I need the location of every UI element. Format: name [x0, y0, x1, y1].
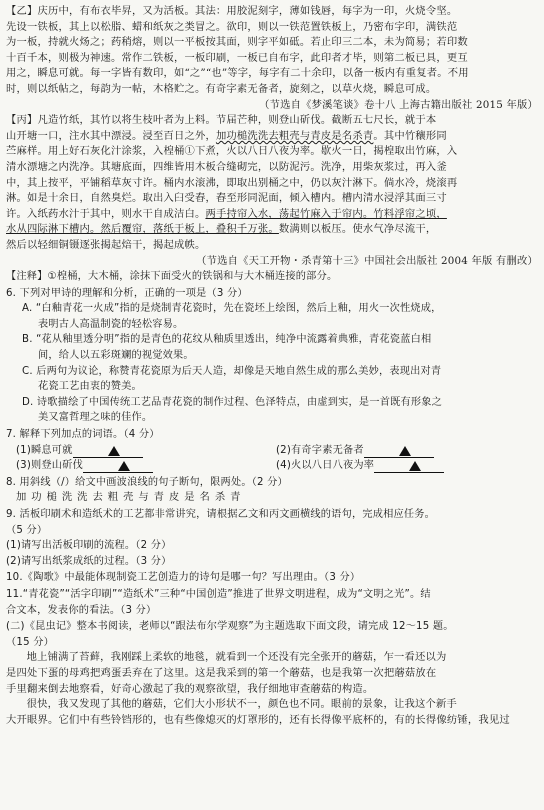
q6-option-a-cont: 表明古人高温制瓷的轻松容易。 [38, 318, 184, 330]
answer-blank[interactable] [364, 445, 434, 458]
q7-item-4: (4)火以八日八夜为率 [276, 460, 375, 472]
q6-option-b: B. “花从釉里透分明”指的是青色的花纹从釉质里透出，纯净中流露着典雅，青花瓷蓝白相 [22, 334, 432, 346]
question-8-stem: 8. 用斜线（/）给文中画波浪线的句子断句，限两处。（2 分） [6, 476, 288, 488]
q6-option-b-cont: 间，给人以五彩斑斓的视觉效果。 [38, 350, 194, 362]
triangle-marker-icon [409, 461, 421, 471]
passage-bing-line: 许。入纸药水汁于其中，则水干自成洁白。两手持帘入水，荡起竹麻入于帘内。竹料浮帘之顷， [6, 207, 447, 220]
passage-bing-line: 然后以轻细铜镊逐张揭起焙干，揭起成帙。 [6, 238, 206, 251]
passage-yi-source: （节选自《梦溪笔谈》卷十八 上海古籍出版社 2015 年版） [259, 98, 538, 111]
passage-bing-line: 淋。如是十余日，自然臭烂。取出入臼受舂，舂至形同泥面，倾入槽内。槽内清水浸浮其面三寸 [6, 192, 447, 205]
q9-sub-2: (2)请写出纸浆成纸的过程。（3 分） [6, 555, 172, 567]
q9-sub-1: (1)请写出活板印刷的流程。（2 分） [6, 540, 172, 552]
question-6-stem: 6. 下列对甲诗的理解和分析，正确的一项是（3 分） [6, 287, 248, 299]
answer-blank[interactable] [374, 460, 444, 473]
wavy-underlined-sentence: 加功槌洗洗去粗壳与青皮是名杀青 [215, 129, 374, 142]
passage-bing-line: 清水漂塘之内洗净。其塘底面，四维皆用木板合缝砌完，以防泥污。洗净，用柴灰浆过，再入釜 [6, 160, 447, 173]
passage-yi-line: 【乙】庆历中，有布衣毕昇，又为活板。其法：用胶泥刻字，薄如钱唇，每字为一印，火烧令坚。 [6, 5, 458, 17]
question-9-stem-cont: （5 分） [6, 524, 48, 536]
answer-blank[interactable] [83, 460, 153, 473]
q7-row-2 [6, 458, 538, 474]
passage-yi-line: 用之，瞬息可就。每一字皆有数印，如“之”“也”等字，每字有二十余印，以备一板内有重复者。不用 [6, 67, 469, 80]
question-10: 10.《陶歌》中最能体现制瓷工艺创造力的诗句是哪一句？写出理由。（3 分） [6, 572, 361, 584]
q8-sentence: 加功槌洗洗去粗壳与青皮是名杀青 [16, 491, 246, 504]
question-11-cont: 合文本，发表你的看法。（3 分） [6, 604, 157, 616]
passage-yi-line: 时，则以纸帖之，每韵为一帖，木格贮之。有奇字素无备者，旋刻之，以草火烧，瞬息可成。 [6, 82, 437, 95]
q6-option-a: A. “白釉青花一火成”指的是烧制青花瓷时，先在瓷坯上绘图，然后上釉，用火一次性烧成， [22, 303, 442, 315]
passage-bing-line: 苎麻样。用上好石灰化汁涂浆，入楻桶①下煮，火以八日八夜为率。歇火一日，揭楻取出竹麻，入 [6, 145, 458, 158]
reading-paragraph: 很快，我又发现了其他的蘑菇，它们大小形状不一，颜色也不同。眼前的景象，让我这个新手 [26, 698, 457, 711]
reading-paragraph: 地上铺满了苔藓，我刚踩上柔软的地毯，就看到一个还没有完全张开的蘑菇，乍一看还以为 [26, 651, 447, 664]
question-9-stem: 9. 活板印刷术和造纸术的工艺都非常讲究，请根据乙文和丙文画横线的语句，完成相应任务。 [6, 509, 436, 520]
section-2-heading: (二)《昆虫记》整本书阅读，老师以“跟法布尔学观察”为主题选取下面文段，请完成 12～15 题。 [6, 621, 454, 633]
q7-row-1 [6, 443, 538, 459]
underlined-sentence: 两手持帘入水，荡起竹麻入于帘内。竹料浮帘之顷， [205, 207, 447, 220]
question-7-stem: 7. 解释下列加点的词语。（4 分） [6, 429, 160, 441]
q6-option-c: C. 后两句为议论，称赞青花瓷原为后天人造，却像是天地自然生成的那么美妙，表现出对青 [22, 365, 442, 377]
passage-yi-line: 先设一铁板，其上以松脂、蜡和纸灰之类冒之。欲印，则以一铁范置铁板上，乃密布字印，满铁范 [6, 20, 458, 33]
q6-option-d-cont: 美又富哲理之味的佳作。 [38, 412, 153, 424]
answer-blank[interactable] [73, 445, 143, 458]
passage-bing-line: 【丙】凡造竹纸，其竹以将生枝叶者为上料。节届芒种，则登山斫伐。截断五七尺长，就于本 [6, 114, 437, 127]
q7-item-1: (1)瞬息可就 [16, 444, 73, 456]
q7-item-3: (3)则登山斫伐 [16, 460, 83, 472]
q6-option-c-cont: 花瓷工艺由衷的赞美。 [38, 381, 142, 393]
section-2-heading-cont: （15 分） [6, 636, 54, 648]
passage-bing-line: 山开塘一口，注水其中漂浸。浸至百日之外，加功槌洗洗去粗壳与青皮是名杀青。其中竹穰形同 [6, 129, 447, 142]
passage-yi-line: 十百千本，则极为神速。常作二铁板，一板印刷，一板已自布字，此印者才毕，则第二板已具，更互 [6, 51, 468, 64]
passage-bing-line: 水从四际淋下槽内。然后覆帘，落纸于板上，叠积千万张。数满则以板压。使水气净尽流干， [6, 223, 437, 236]
triangle-marker-icon [118, 461, 130, 471]
passage-bing-source: （节选自《天工开物・杀青第十三》中国社会出版社 2004 年版 有删改） [196, 254, 538, 267]
q6-option-d: D. 诗歌描绘了中国传统工艺品青花瓷的制作过程、色泽特点，由虚到实，是一首既有形象之 [22, 396, 443, 408]
q7-item-2: (2)有奇字素无备者 [276, 444, 364, 456]
annotation-note: 【注释】①楻桶，大木桶，涂抹下面受火的铁锅和与大木桶连接的部分。 [6, 271, 338, 283]
question-11: 11.“青花瓷”“活字印刷”“造纸术”三种“中国创造”推进了世界文明进程，成为“文明之光”。结 [6, 588, 431, 600]
passage-yi-line: 为一板，持就火炀之；药稍熔，则以一平板按其面，则字平如砥。若止印三二本，未为简易；若印数 [6, 36, 468, 49]
reading-paragraph: 是四处下蛋的母鸡把鸡蛋丢弃在了这里。这是我采到的第一个蘑菇，也是我第一次把蘑菇放在 [6, 666, 437, 679]
underlined-sentence: 水从四际淋下槽内。然后覆帘，落纸于板上，叠积千万张。 [6, 223, 279, 236]
passage-bing-line: 中，其上按平，平铺稻草灰寸许。桶内水滚沸，即取出别桶之中，仍以灰汁淋下。倘水冷，烧滚再 [6, 176, 458, 189]
reading-paragraph: 大开眼界。它们中有些铃铛形的，也有些像熄灭的灯罩形的，还有长得像平底杯的，有的长得像纺锤，我见过 [6, 713, 510, 726]
triangle-marker-icon [399, 446, 411, 456]
reading-paragraph: 手里翻来倒去地察看，好奇心激起了我的观察欲望，我仔细地审查蘑菇的构造。 [6, 682, 374, 695]
triangle-marker-icon [108, 446, 120, 456]
